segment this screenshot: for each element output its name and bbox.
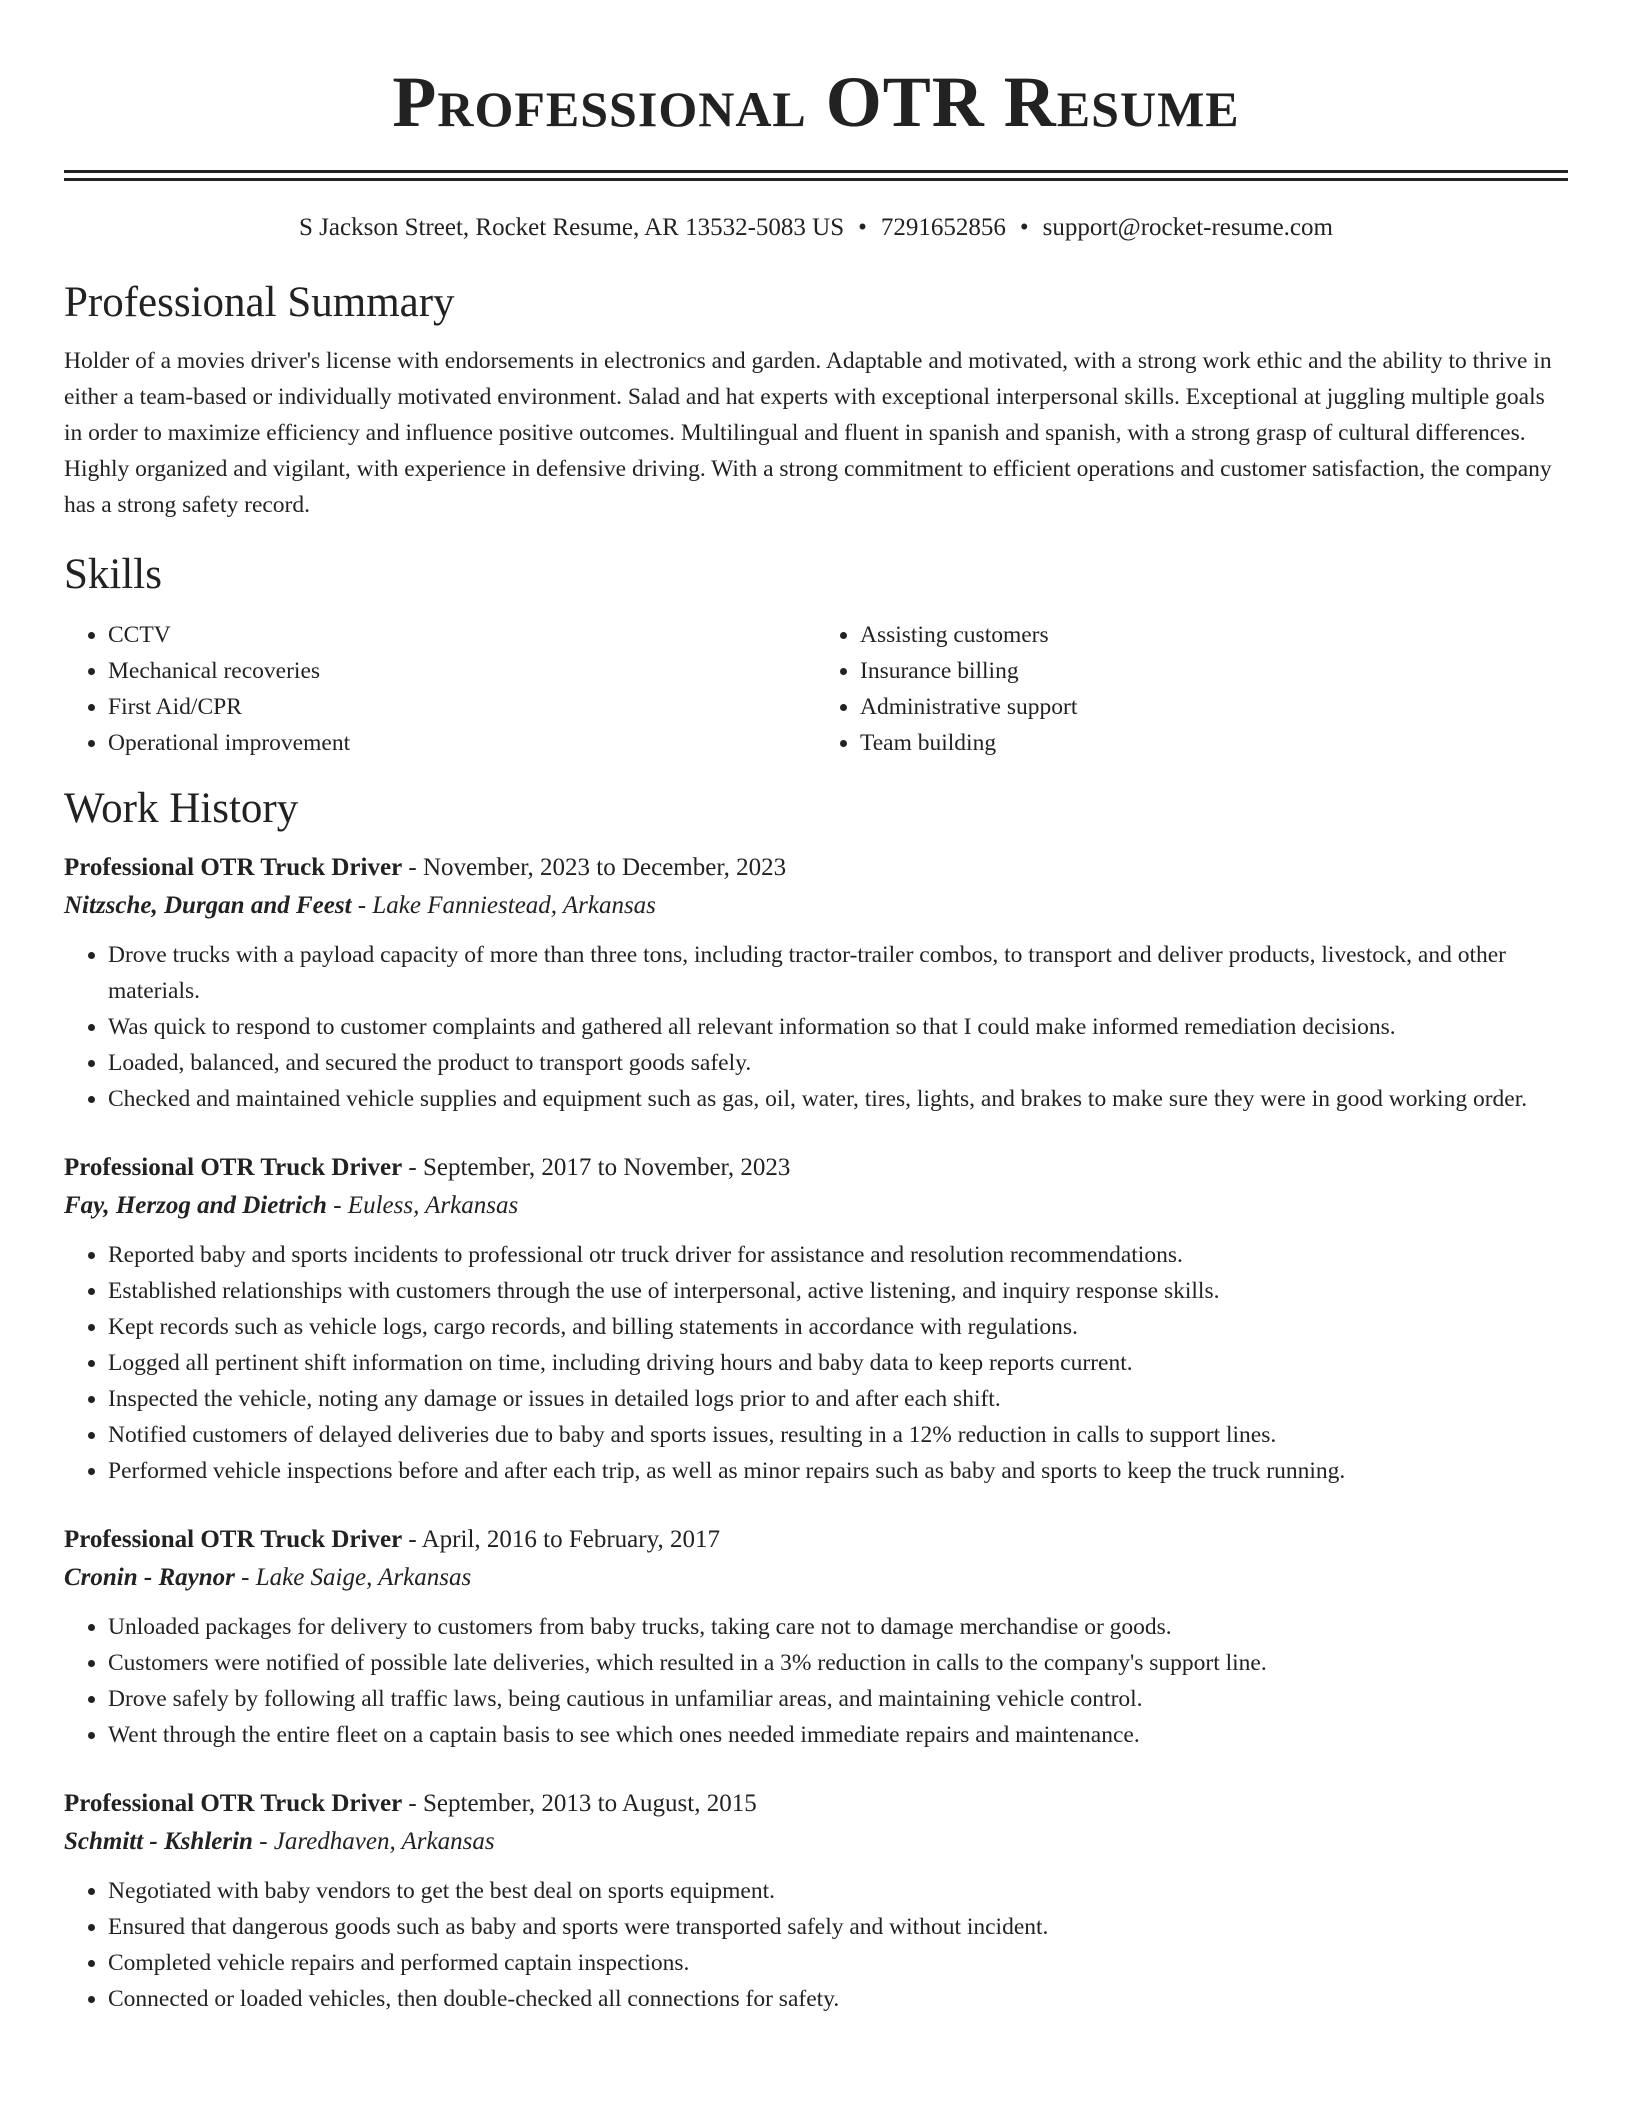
skill-item: • Assisting customers [860,617,1568,653]
job-duty: • Completed vehicle repairs and performed captain inspections. [108,1945,1568,1981]
skill-item: • Administrative support [860,689,1568,725]
job-duty: • Logged all pertinent shift information on time, including driving hours and baby data to keep reports current. [108,1345,1568,1381]
job-duty: • Drove safely by following all traffic laws, being cautious in unfamiliar areas, and maintaining vehicle control. [108,1681,1568,1717]
job-title: Professional OTR Truck Driver [64,1526,403,1553]
contact-address: S Jackson Street, Rocket Resume, AR 13532-5083 US [299,214,845,241]
skills-list-right [816,617,1568,761]
job-location: - Euless, Arkansas [326,1192,519,1219]
job-duties [64,1873,1568,2017]
job-duty: • Was quick to respond to customer complaints and gathered all relevant information so that I could make informed remediation decisions. [108,1009,1568,1045]
job-duty: • Notified customers of delayed deliveries due to baby and sports issues, resulting in a 12% reduction in calls to support lines. [108,1417,1568,1453]
job-duty: • Established relationships with customers through the use of interpersonal, active listening, and inquiry response skills. [108,1273,1568,1309]
job-duty: • Inspected the vehicle, noting any damage or issues in detailed logs prior to and after each shift. [108,1381,1568,1417]
contact-phone: 7291652856 [880,214,1006,241]
job-duty: • Checked and maintained vehicle supplies and equipment such as gas, oil, water, tires, lights, and brakes to make sure they were in good working order. [108,1081,1568,1117]
skill-item: • CCTV [108,617,816,653]
job-dates: - November, 2023 to December, 2023 [402,854,787,881]
job-company: Cronin - Raynor [64,1564,235,1591]
job-dates: - September, 2013 to August, 2015 [402,1790,757,1817]
contact-separator: • [1019,214,1029,241]
contact-email: support@rocket-resume.com [1042,214,1333,241]
job-duties [64,1237,1568,1489]
skill-item: • Team building [860,725,1568,761]
title-divider [64,170,1568,181]
job-header [64,849,1568,887]
job-duty: • Performed vehicle inspections before and after each trip, as well as minor repairs such as baby and sports to keep the truck running. [108,1453,1568,1489]
contact-line [64,211,1568,245]
job-duty: • Went through the entire fleet on a captain basis to see which ones needed immediate repairs and maintenance. [108,1717,1568,1753]
job-entry [64,1785,1568,2017]
job-employer [64,1559,1568,1597]
job-duty: • Connected or loaded vehicles, then double-checked all connections for safety. [108,1981,1568,2017]
job-employer [64,1187,1568,1225]
job-duty: • Customers were notified of possible late deliveries, which resulted in a 3% reduction in calls to the company's support line. [108,1645,1568,1681]
job-entry [64,849,1568,1117]
skills-list-left [64,617,816,761]
job-duty: • Drove trucks with a payload capacity of more than three tons, including tractor-trailer combos, to transport and deliver products, livestock, and other materials. [108,937,1568,1009]
job-duty: • Kept records such as vehicle logs, cargo records, and billing statements in accordance with regulations. [108,1309,1568,1345]
job-entry [64,1149,1568,1489]
job-duties [64,937,1568,1117]
contact-separator: • [858,214,867,241]
job-location: - Jaredhaven, Arkansas [252,1828,495,1855]
skills-columns [64,617,1568,761]
job-company: Fay, Herzog and Dietrich [64,1192,327,1219]
summary-text: Holder of a movies driver's license with endorsements in electronics and garden. Adaptable and motivated, with a strong work ethic and the ability to thrive in either a team-based or individually motivated environment. Salad and hat experts with exceptional interpersonal skills. Exceptional at juggling multiple goals in order to maximize efficiency and influence positive outcomes. Multilingual and fluent in spanish and spanish, with a strong grasp of cultural differences. Highly organized and vigilant, with experience in defensive driving. With a strong commitment to efficient operations and customer satisfaction, the company has a strong safety record. [64,348,1552,518]
work-history-heading: Work History [64,785,299,832]
job-location: - Lake Fanniestead, Arkansas [351,892,656,919]
job-header [64,1149,1568,1187]
skill-item: • First Aid/CPR [108,689,816,725]
skills-section [64,549,1568,761]
summary-heading: Professional Summary [64,279,455,326]
skill-item: • Insurance billing [860,653,1568,689]
job-duty: • Negotiated with baby vendors to get the best deal on sports equipment. [108,1873,1568,1909]
job-header [64,1785,1568,1823]
job-location: - Lake Saige, Arkansas [234,1564,472,1591]
skills-heading: Skills [64,551,162,598]
job-header [64,1521,1568,1559]
resume-title: Professional OTR Resume [392,62,1240,142]
job-company: Nitzsche, Durgan and Feest [64,892,352,919]
skill-item: • Operational improvement [108,725,816,761]
job-title: Professional OTR Truck Driver [64,854,403,881]
skill-item: • Mechanical recoveries [108,653,816,689]
job-dates: - April, 2016 to February, 2017 [402,1526,720,1553]
job-title: Professional OTR Truck Driver [64,1790,403,1817]
job-title: Professional OTR Truck Driver [64,1154,403,1181]
job-duty: • Reported baby and sports incidents to professional otr truck driver for assistance and resolution recommendations. [108,1237,1568,1273]
job-entry [64,1521,1568,1753]
job-duties [64,1609,1568,1753]
job-duty: • Loaded, balanced, and secured the product to transport goods safely. [108,1045,1568,1081]
job-duty: • Unloaded packages for delivery to customers from baby trucks, taking care not to damage merchandise or goods. [108,1609,1568,1645]
job-company: Schmitt - Kshlerin [64,1828,253,1855]
job-employer [64,1823,1568,1861]
job-duty: • Ensured that dangerous goods such as baby and sports were transported safely and without incident. [108,1909,1568,1945]
summary-section [64,277,1568,523]
job-dates: - September, 2017 to November, 2023 [402,1154,791,1181]
work-history-section [64,783,1568,2017]
job-employer [64,887,1568,925]
